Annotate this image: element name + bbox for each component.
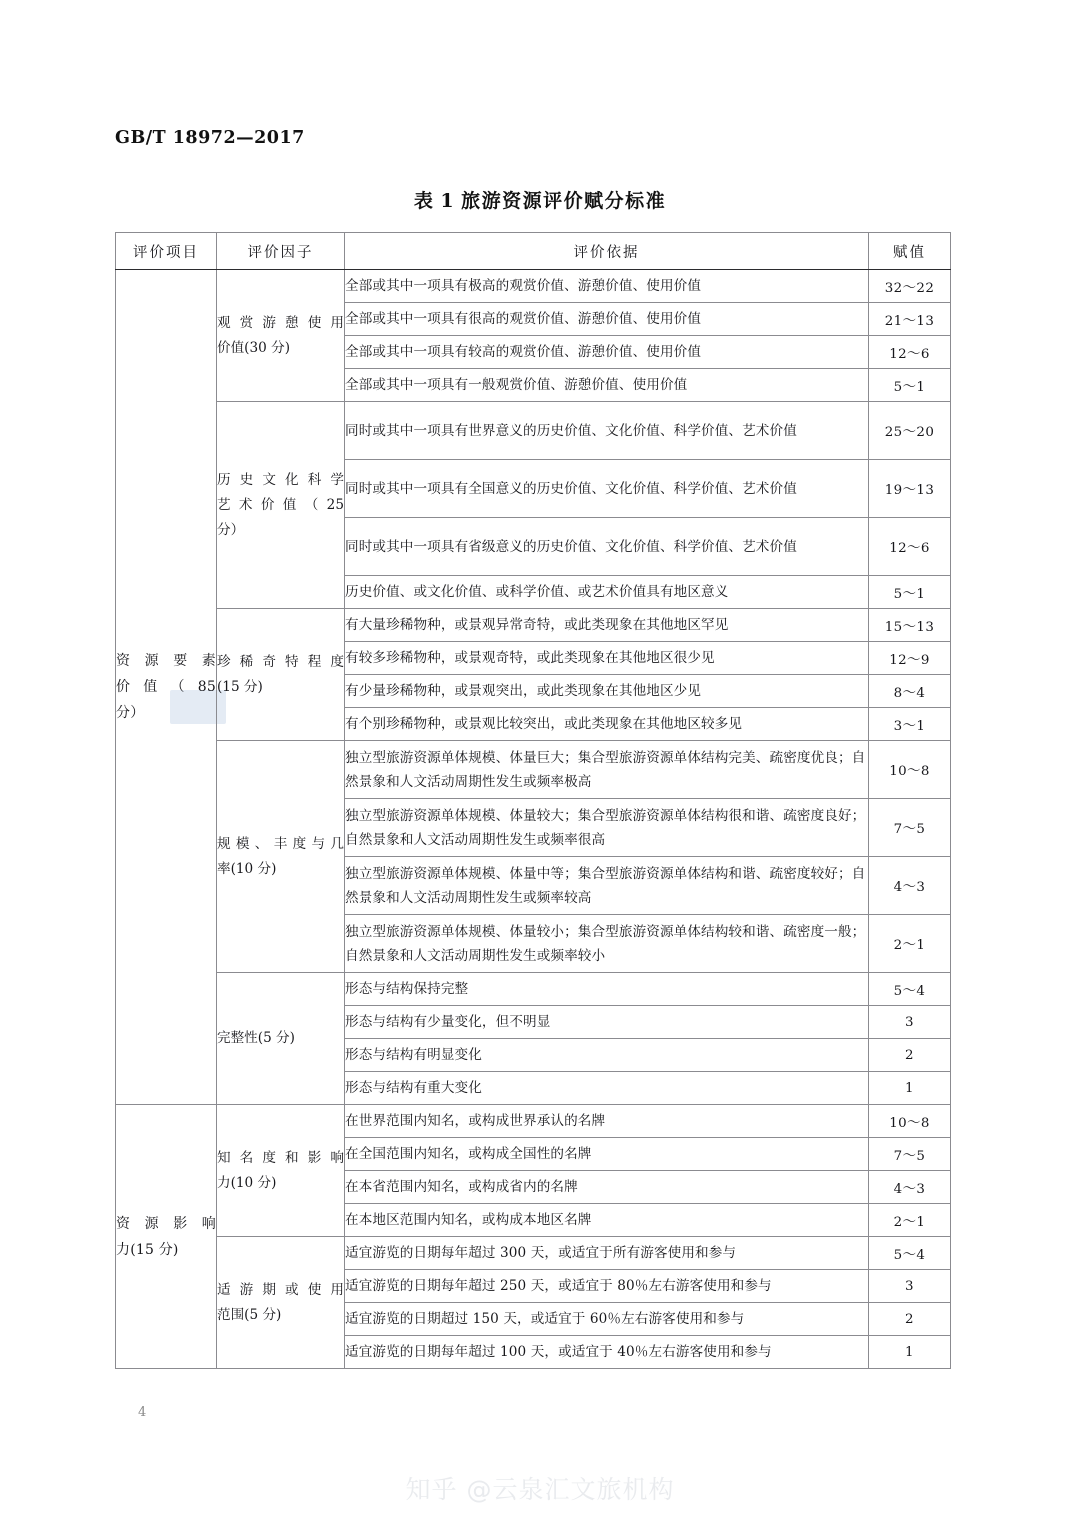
evaluation-basis-cell: 适宜游览的日期超过 150 天，或适宜于 60％左右游客使用和参与 xyxy=(345,1303,869,1336)
table-row xyxy=(116,1237,951,1270)
evaluation-basis-cell: 独立型旅游资源单体规模、体量巨大；集合型旅游资源单体结构完美、疏密度优良；自然景象和人文活动周期性发生或频率极高 xyxy=(345,741,869,799)
score-value-cell: 1 xyxy=(869,1072,951,1105)
evaluation-basis-cell: 适宜游览的日期每年超过 250 天，或适宜于 80％左右游客使用和参与 xyxy=(345,1270,869,1303)
score-value-cell: 19～13 xyxy=(869,460,951,518)
evaluation-basis-cell: 适宜游览的日期每年超过 100 天，或适宜于 40％左右游客使用和参与 xyxy=(345,1336,869,1369)
evaluation-basis-cell: 独立型旅游资源单体规模、体量中等；集合型旅游资源单体结构和谐、疏密度较好；自然景象和人文活动周期性发生或频率较高 xyxy=(345,857,869,915)
evaluation-basis-cell: 同时或其中一项具有全国意义的历史价值、文化价值、科学价值、艺术价值 xyxy=(345,460,869,518)
table-row xyxy=(116,402,951,460)
score-value-cell: 5～4 xyxy=(869,1237,951,1270)
evaluation-item-label: 分） xyxy=(116,705,145,721)
table-body xyxy=(116,270,951,1369)
evaluation-basis-cell: 在本省范围内知名，或构成省内的名牌 xyxy=(345,1171,869,1204)
score-value-cell: 8～4 xyxy=(869,675,951,708)
evaluation-factor-cell xyxy=(217,973,345,1105)
evaluation-factor-label: 珍稀奇特程度 xyxy=(217,653,344,670)
table-title xyxy=(0,186,1080,213)
score-value-cell: 2 xyxy=(869,1039,951,1072)
evaluation-factor-label: 观赏游憩使用 xyxy=(217,314,344,331)
evaluation-basis-cell: 有少量珍稀物种，或景观突出，或此类现象在其他地区少见 xyxy=(345,675,869,708)
header-evaluation-item: 评价项目 xyxy=(116,233,217,270)
score-value-cell: 25～20 xyxy=(869,402,951,460)
table-header-row xyxy=(116,233,951,270)
score-value-cell: 10～8 xyxy=(869,1105,951,1138)
evaluation-factor-label: 适游期或使用 xyxy=(217,1281,344,1298)
evaluation-factor-label: 艺术价值（25 xyxy=(217,496,344,513)
evaluation-factor-cell xyxy=(217,1105,345,1237)
score-value-cell: 7～5 xyxy=(869,799,951,857)
evaluation-item-label: 价值（85 xyxy=(116,679,216,695)
score-value-cell: 32～22 xyxy=(869,270,951,303)
evaluation-basis-cell: 同时或其中一项具有省级意义的历史价值、文化价值、科学价值、艺术价值 xyxy=(345,518,869,576)
evaluation-factor-cell xyxy=(217,609,345,741)
evaluation-factor-label: 完整性(5 分) xyxy=(217,1030,295,1046)
evaluation-item-label: 资源影响 xyxy=(116,1215,216,1232)
evaluation-basis-cell: 全部或其中一项具有较高的观赏价值、游憩价值、使用价值 xyxy=(345,336,869,369)
score-value-cell: 2～1 xyxy=(869,915,951,973)
evaluation-factor-cell xyxy=(217,270,345,402)
evaluation-basis-cell: 全部或其中一项具有很高的观赏价值、游憩价值、使用价值 xyxy=(345,303,869,336)
evaluation-basis-cell: 有个别珍稀物种，或景观比较突出，或此类现象在其他地区较多见 xyxy=(345,708,869,741)
table-row xyxy=(116,609,951,642)
evaluation-factor-cell xyxy=(217,402,345,609)
evaluation-basis-cell: 在世界范围内知名，或构成世界承认的名牌 xyxy=(345,1105,869,1138)
score-value-cell: 2～1 xyxy=(869,1204,951,1237)
evaluation-factor-label: 价值(30 分) xyxy=(217,339,291,356)
evaluation-item-label: 力(15 分) xyxy=(116,1241,179,1258)
score-value-cell: 1 xyxy=(869,1336,951,1369)
evaluation-factor-label: 分） xyxy=(217,521,245,538)
score-value-cell: 15～13 xyxy=(869,609,951,642)
page-number: 4 xyxy=(138,1405,147,1420)
evaluation-item-cell xyxy=(116,1105,217,1369)
score-value-cell: 4～3 xyxy=(869,1171,951,1204)
score-value-cell: 5～1 xyxy=(869,369,951,402)
evaluation-factor-label: 率(10 分) xyxy=(217,860,277,877)
score-value-cell: 4～3 xyxy=(869,857,951,915)
header-evaluation-factor: 评价因子 xyxy=(217,233,345,270)
evaluation-basis-cell: 全部或其中一项具有极高的观赏价值、游憩价值、使用价值 xyxy=(345,270,869,303)
evaluation-factor-label: 历史文化科学 xyxy=(217,471,344,488)
header-score: 赋值 xyxy=(869,233,951,270)
table-row xyxy=(116,1105,951,1138)
score-value-cell: 3 xyxy=(869,1006,951,1039)
evaluation-item-label: 资源要素 xyxy=(116,653,216,669)
evaluation-basis-cell: 形态与结构有少量变化，但不明显 xyxy=(345,1006,869,1039)
table-row xyxy=(116,270,951,303)
evaluation-basis-cell: 在全国范围内知名，或构成全国性的名牌 xyxy=(345,1138,869,1171)
evaluation-basis-cell: 形态与结构有重大变化 xyxy=(345,1072,869,1105)
evaluation-basis-cell: 有较多珍稀物种，或景观奇特，或此类现象在其他地区很少见 xyxy=(345,642,869,675)
score-value-cell: 12～6 xyxy=(869,518,951,576)
table-label: 表 xyxy=(413,190,435,212)
evaluation-basis-cell: 全部或其中一项具有一般观赏价值、游憩价值、使用价值 xyxy=(345,369,869,402)
score-value-cell: 5～4 xyxy=(869,973,951,1006)
evaluation-basis-cell: 适宜游览的日期每年超过 300 天，或适宜于所有游客使用和参与 xyxy=(345,1237,869,1270)
score-value-cell: 10～8 xyxy=(869,741,951,799)
header-evaluation-basis: 评价依据 xyxy=(345,233,869,270)
evaluation-scoring-table xyxy=(115,232,951,1369)
evaluation-basis-cell: 历史价值、或文化价值、或科学价值、或艺术价值具有地区意义 xyxy=(345,576,869,609)
evaluation-basis-cell: 形态与结构保持完整 xyxy=(345,973,869,1006)
evaluation-basis-cell: 有大量珍稀物种，或景观异常奇特，或此类现象在其他地区罕见 xyxy=(345,609,869,642)
evaluation-factor-label: 力(10 分) xyxy=(217,1174,277,1191)
evaluation-factor-cell xyxy=(217,1237,345,1369)
table-title-text: 旅游资源评价赋分标准 xyxy=(461,190,667,212)
evaluation-factor-label: (15 分) xyxy=(217,678,263,695)
score-value-cell: 3 xyxy=(869,1270,951,1303)
table-number: 1 xyxy=(440,190,456,212)
score-value-cell: 12～9 xyxy=(869,642,951,675)
evaluation-item-cell xyxy=(116,270,217,1105)
evaluation-factor-cell xyxy=(217,741,345,973)
evaluation-factor-label: 规模、丰度与几 xyxy=(217,835,344,852)
score-value-cell: 2 xyxy=(869,1303,951,1336)
evaluation-basis-cell: 形态与结构有明显变化 xyxy=(345,1039,869,1072)
table-row xyxy=(116,741,951,799)
score-value-cell: 3～1 xyxy=(869,708,951,741)
evaluation-basis-cell: 在本地区范围内知名，或构成本地区名牌 xyxy=(345,1204,869,1237)
evaluation-basis-cell: 同时或其中一项具有世界意义的历史价值、文化价值、科学价值、艺术价值 xyxy=(345,402,869,460)
standard-code: GB/T 18972—2017 xyxy=(115,128,305,148)
score-value-cell: 21～13 xyxy=(869,303,951,336)
table-row xyxy=(116,973,951,1006)
footer-watermark: 知乎 @云泉汇文旅机构 xyxy=(405,1475,675,1504)
evaluation-basis-cell: 独立型旅游资源单体规模、体量较大；集合型旅游资源单体结构很和谐、疏密度良好；自然景象和人文活动周期性发生或频率很高 xyxy=(345,799,869,857)
evaluation-factor-label: 知名度和影响 xyxy=(217,1149,344,1166)
evaluation-basis-cell: 独立型旅游资源单体规模、体量较小；集合型旅游资源单体结构较和谐、疏密度一般；自然景象和人文活动周期性发生或频率较小 xyxy=(345,915,869,973)
evaluation-factor-label: 范围(5 分) xyxy=(217,1306,282,1323)
score-value-cell: 12～6 xyxy=(869,336,951,369)
score-value-cell: 5～1 xyxy=(869,576,951,609)
score-value-cell: 7～5 xyxy=(869,1138,951,1171)
